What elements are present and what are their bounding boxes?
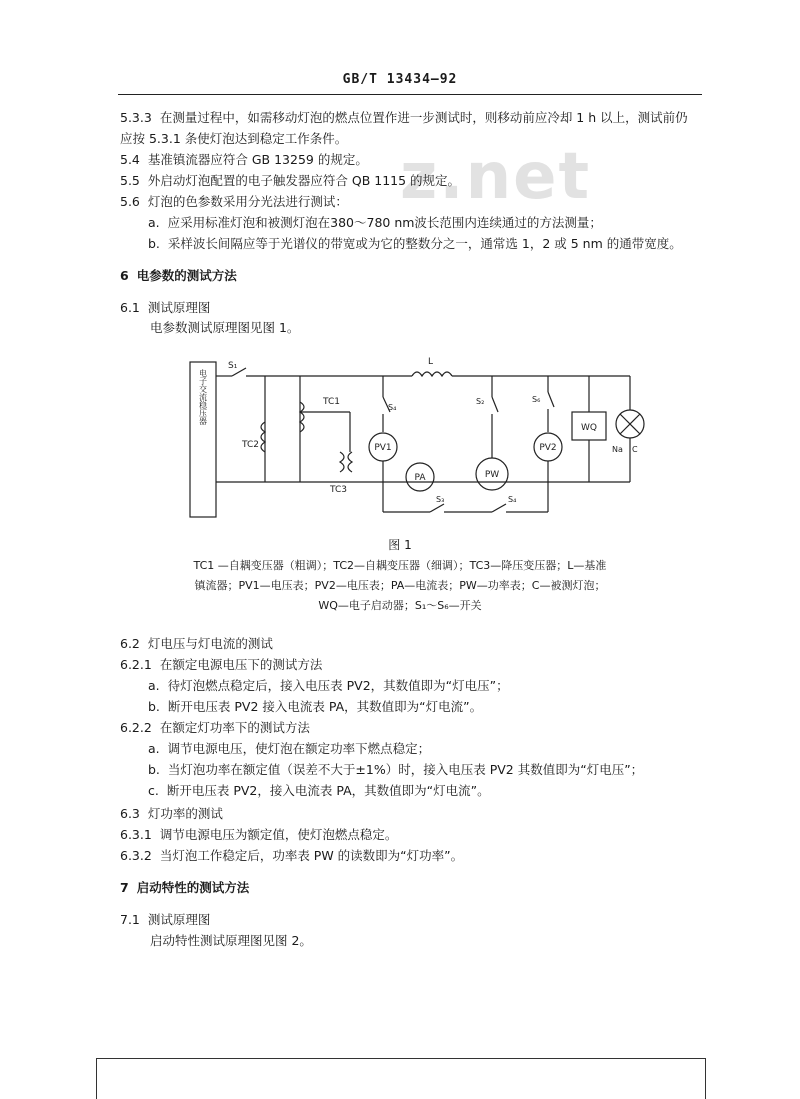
l-label: L (428, 357, 434, 367)
item-text: 应采用标准灯泡和被测灯泡在380～780 nm波长范围内连续通过的方法测量； (167, 215, 602, 230)
pv2-label: PV2 (539, 443, 557, 453)
clause-6-2-1 (120, 657, 322, 673)
clause-number: 5.6 (120, 194, 140, 209)
watermark: z.net (400, 140, 592, 214)
item-letter: a. (148, 215, 160, 230)
switch-s6 (548, 392, 554, 407)
clause-5-4 (120, 152, 368, 168)
c-label: C (632, 445, 638, 454)
section-number: 6 (120, 268, 129, 283)
header-rule (118, 94, 702, 95)
clause-5-6-b (148, 236, 682, 252)
pw-label: PW (484, 470, 500, 480)
section-number: 7 (120, 880, 129, 895)
clause-text: 基准镇流器应符合 GB 13259 的规定。 (147, 152, 368, 167)
tc3-label: TC3 (330, 485, 347, 495)
clause-text: 灯功率的测试 (147, 806, 223, 821)
figure-caption-line-2: 镇流器；PV1—电压表；PV2—电压表；PA—电流表；PW—功率表；C—被测灯泡； (194, 579, 606, 592)
tc3-primary (340, 452, 344, 472)
clause-number: 6.3.1 (120, 827, 152, 842)
s5-label: S₄ (508, 495, 517, 504)
clause-text: 在额定电源电压下的测试方法 (159, 657, 323, 672)
switch-s5 (492, 504, 506, 512)
clause-6-3 (120, 806, 223, 822)
section-title: 启动特性的测试方法 (136, 880, 250, 895)
figure-caption-line-1: TC1 —自耦变压器（粗调）；TC2—自耦变压器（细调）；TC3—降压变压器；L—基准 (193, 559, 607, 572)
clause-6-2-1-a (148, 678, 509, 694)
clause-5-5 (120, 173, 460, 189)
clause-number: 6.2.2 (120, 720, 152, 735)
tc3-secondary (348, 452, 352, 472)
clause-7-1 (120, 912, 210, 928)
item-letter: a. (148, 741, 160, 756)
item-text: 断开电压表 PV2 接入电流表 PA，其数值即为“灯电流”。 (167, 699, 483, 714)
clause-6-1-ref (150, 320, 299, 336)
s3-label: S₃ (436, 495, 445, 504)
item-letter: b. (148, 699, 160, 714)
clause-number: 6.1 (120, 300, 140, 315)
clause-text: 测试原理图 (147, 912, 211, 927)
clause-number: 5.3.3 (120, 110, 152, 125)
regulator-label: 电子交流稳压器 (198, 369, 208, 425)
pv1-label: PV1 (374, 443, 392, 453)
item-text: 断开电压表 PV2，接入电流表 PA，其数值即为“灯电流”。 (166, 783, 490, 798)
clause-6-2-1-b (148, 699, 482, 715)
s6-label: S₆ (532, 395, 541, 404)
clause-text: 灯泡的色参数采用分光法进行测试： (147, 194, 348, 209)
clause-6-3-1 (120, 827, 397, 843)
wq-label: WQ (581, 423, 597, 433)
tc2-coil (261, 422, 265, 452)
clause-5-3-3-cont (120, 131, 347, 147)
item-text: 当灯泡功率在额定值（误差不大于±1%）时，接入电压表 PV2 其数值即为“灯电压”； (167, 762, 644, 777)
clause-text: 测试原理图 (147, 300, 211, 315)
item-letter: a. (148, 678, 160, 693)
clause-number: 5.4 (120, 152, 140, 167)
clause-text: 启动特性测试原理图见图 2。 (150, 933, 312, 948)
page-footer-frame (96, 1058, 706, 1099)
section-title: 电参数的测试方法 (136, 268, 237, 283)
clause-6-2 (120, 636, 273, 652)
clause-7-1-ref (150, 933, 312, 949)
tc1-label: TC1 (323, 397, 340, 407)
clause-5-6 (120, 194, 348, 210)
clause-5-3-3 (120, 110, 688, 126)
clause-text: 在额定灯功率下的测试方法 (159, 720, 310, 735)
clause-number: 7.1 (120, 912, 140, 927)
circuit-diagram (180, 352, 660, 532)
standard-header: GB/T 13434—92 (342, 72, 458, 87)
clause-text: 灯电压与灯电流的测试 (147, 636, 273, 651)
item-letter: b. (148, 762, 160, 777)
clause-number: 6.3.2 (120, 848, 152, 863)
item-letter: c. (148, 783, 159, 798)
na-label: Na (612, 445, 623, 454)
clause-6-2-2 (120, 720, 310, 736)
item-text: 调节电源电压，使灯泡在额定功率下燃点稳定； (167, 741, 431, 756)
clause-text: 在测量过程中，如需移动灯泡的燃点位置作进一步测试时，则移动前应冷却 1 h 以上，测试前仍 (159, 110, 688, 125)
tc2-label: TC2 (242, 440, 259, 450)
clause-number: 6.2 (120, 636, 140, 651)
clause-number: 6.2.1 (120, 657, 152, 672)
figure-caption-line-3: WQ—电子启动器；S₁～S₆—开关 (318, 599, 482, 612)
s2-label: S₂ (476, 397, 485, 406)
clause-6-1 (120, 300, 210, 316)
s1-label: S₁ (228, 361, 238, 371)
switch-s2 (492, 397, 498, 412)
figure-title: 图 1 (388, 538, 412, 552)
clause-text: 电参数测试原理图见图 1。 (150, 320, 300, 335)
clause-text: 调节电源电压为额定值，使灯泡燃点稳定。 (159, 827, 398, 842)
clause-text: 应按 5.3.1 条使灯泡达到稳定工作条件。 (120, 131, 348, 146)
clause-6-3-2 (120, 848, 463, 864)
item-text: 采样波长间隔应等于光谱仪的带宽或为它的整数分之一，通常选 1，2 或 5 nm 的通带宽度。 (167, 236, 682, 251)
clause-text: 外启动灯泡配置的电子触发器应符合 QB 1115 的规定。 (147, 173, 461, 188)
clause-text: 当灯泡工作稳定后，功率表 PW 的读数即为“灯功率”。 (159, 848, 464, 863)
clause-number: 6.3 (120, 806, 140, 821)
clause-5-6-a (148, 215, 602, 231)
clause-number: 5.5 (120, 173, 140, 188)
ballast-inductor (412, 372, 452, 376)
pa-label: PA (414, 473, 426, 483)
item-text: 待灯泡燃点稳定后，接入电压表 PV2，其数值即为“灯电压”； (167, 678, 509, 693)
section-7-heading (120, 880, 249, 896)
clause-6-2-2-b (148, 762, 643, 778)
item-letter: b. (148, 236, 160, 251)
switch-s3 (430, 504, 444, 512)
s4top-label: S₄ (388, 403, 397, 412)
section-6-heading (120, 268, 237, 284)
tc1-coil (300, 402, 304, 432)
clause-6-2-2-c (148, 783, 490, 799)
clause-6-2-2-a (148, 741, 430, 757)
